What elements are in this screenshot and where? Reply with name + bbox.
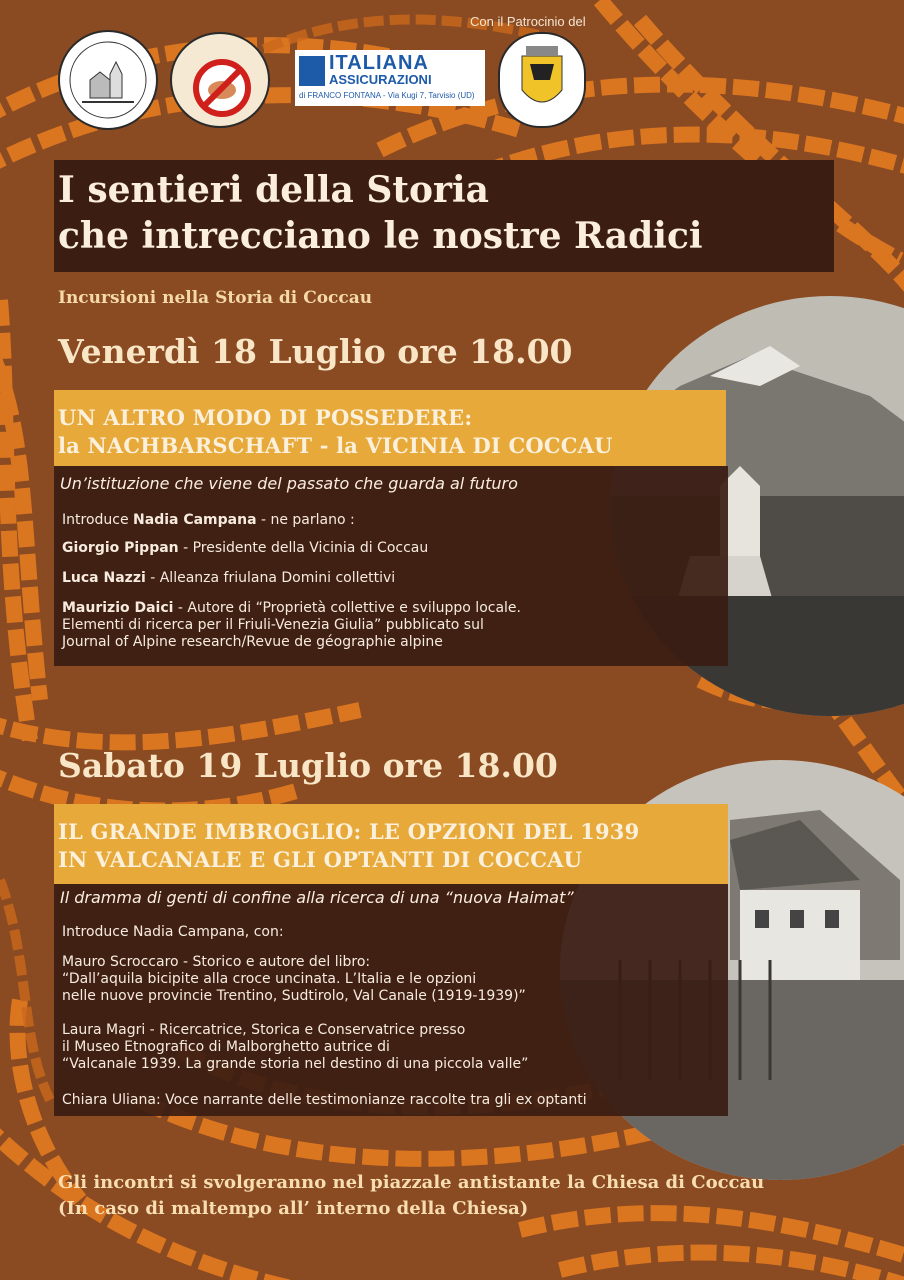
footer-note bbox=[58, 1170, 764, 1222]
event2-banner-line-2: IN VALCANALE E GLI OPTANTI DI COCCAU bbox=[58, 847, 583, 872]
event2-date: Sabato 19 Luglio ore 18.00 bbox=[58, 746, 558, 785]
event1-banner-text bbox=[58, 404, 613, 460]
page-title bbox=[58, 167, 703, 259]
title-line-1: I sentieri della Storia bbox=[58, 169, 489, 211]
event2-tagline: Il dramma di genti di confine alla ricerca di una “nuova Haimat” bbox=[60, 888, 574, 907]
event2-speaker-1: Mauro Scroccaro - Storico e autore del libro: “Dall’aquila bicipite alla croce uncinata. L’Italia e le opzioni nelle nuove provincie Trentino, Sudtirolo, Val Canale (1919-1939)” bbox=[62, 954, 526, 1004]
event1-tagline: Un’istituzione che viene del passato che guarda al futuro bbox=[60, 474, 518, 493]
church-icon bbox=[60, 32, 156, 128]
italiana-r-icon bbox=[299, 56, 325, 86]
italiana-logo bbox=[295, 50, 485, 106]
italiana-name: ITALIANA bbox=[329, 52, 429, 74]
event1-speaker-2: Luca Nazzi - Alleanza friulana Domini collettivi bbox=[62, 570, 396, 586]
event2-speaker-2: Laura Magri - Ricercatrice, Storica e Conservatrice presso il Museo Etnografico di Malborghetto autrice di “Valcanale 1939. La grande storia nel destino di una piccola valle” bbox=[62, 1022, 529, 1072]
footer-line-2: (In caso di maltempo all’ interno della Chiesa) bbox=[58, 1198, 529, 1219]
event1-banner-line-2: la NACHBARSCHAFT - la VICINIA DI COCCAU bbox=[58, 433, 613, 458]
italiana-sub: ASSICURAZIONI bbox=[329, 72, 432, 87]
event1-speaker-3: Maurizio Daici - Autore di “Proprietà collettive e sviluppo locale. Elementi di ricerca per il Friuli-Venezia Giulia” pubblicato sul Journal of Alpine research/Revue de géographie alpine bbox=[62, 600, 521, 650]
page-subtitle: Incursioni nella Storia di Coccau bbox=[58, 288, 373, 308]
tarvisio-crest bbox=[498, 32, 586, 128]
footer-line-1: Gli incontri si svolgeranno nel piazzale antistante la Chiesa di Coccau bbox=[58, 1172, 765, 1193]
no-pig-icon bbox=[172, 34, 268, 126]
event1-speaker-1: Giorgio Pippan - Presidente della Vicinia di Coccau bbox=[62, 540, 429, 556]
patrocinio-label: Con il Patrocinio del bbox=[470, 14, 586, 29]
intro-name: Nadia Campana bbox=[133, 512, 257, 528]
event1-intro: Introduce Nadia Campana - ne parlano : bbox=[62, 512, 355, 528]
event2-intro: Introduce Nadia Campana, con: bbox=[62, 924, 284, 940]
italiana-address: di FRANCO FONTANA - Via Kugi 7, Tarvisio (UD) bbox=[299, 91, 475, 100]
event2-speaker-3: Chiara Uliana: Voce narrante delle testimonianze raccolte tra gli ex optanti bbox=[62, 1092, 587, 1108]
crest-icon bbox=[500, 34, 584, 126]
event2-banner-line-1: IL GRANDE IMBROGLIO: LE OPZIONI DEL 1939 bbox=[58, 819, 640, 844]
consorzio-logo bbox=[58, 30, 158, 130]
event2-banner-text bbox=[58, 818, 639, 874]
event1-date: Venerdì 18 Luglio ore 18.00 bbox=[58, 332, 573, 371]
event1-banner-line-1: UN ALTRO MODO DI POSSEDERE: bbox=[58, 405, 473, 430]
schweinvonger-logo bbox=[170, 32, 270, 128]
title-line-2: che intrecciano le nostre Radici bbox=[58, 215, 703, 257]
